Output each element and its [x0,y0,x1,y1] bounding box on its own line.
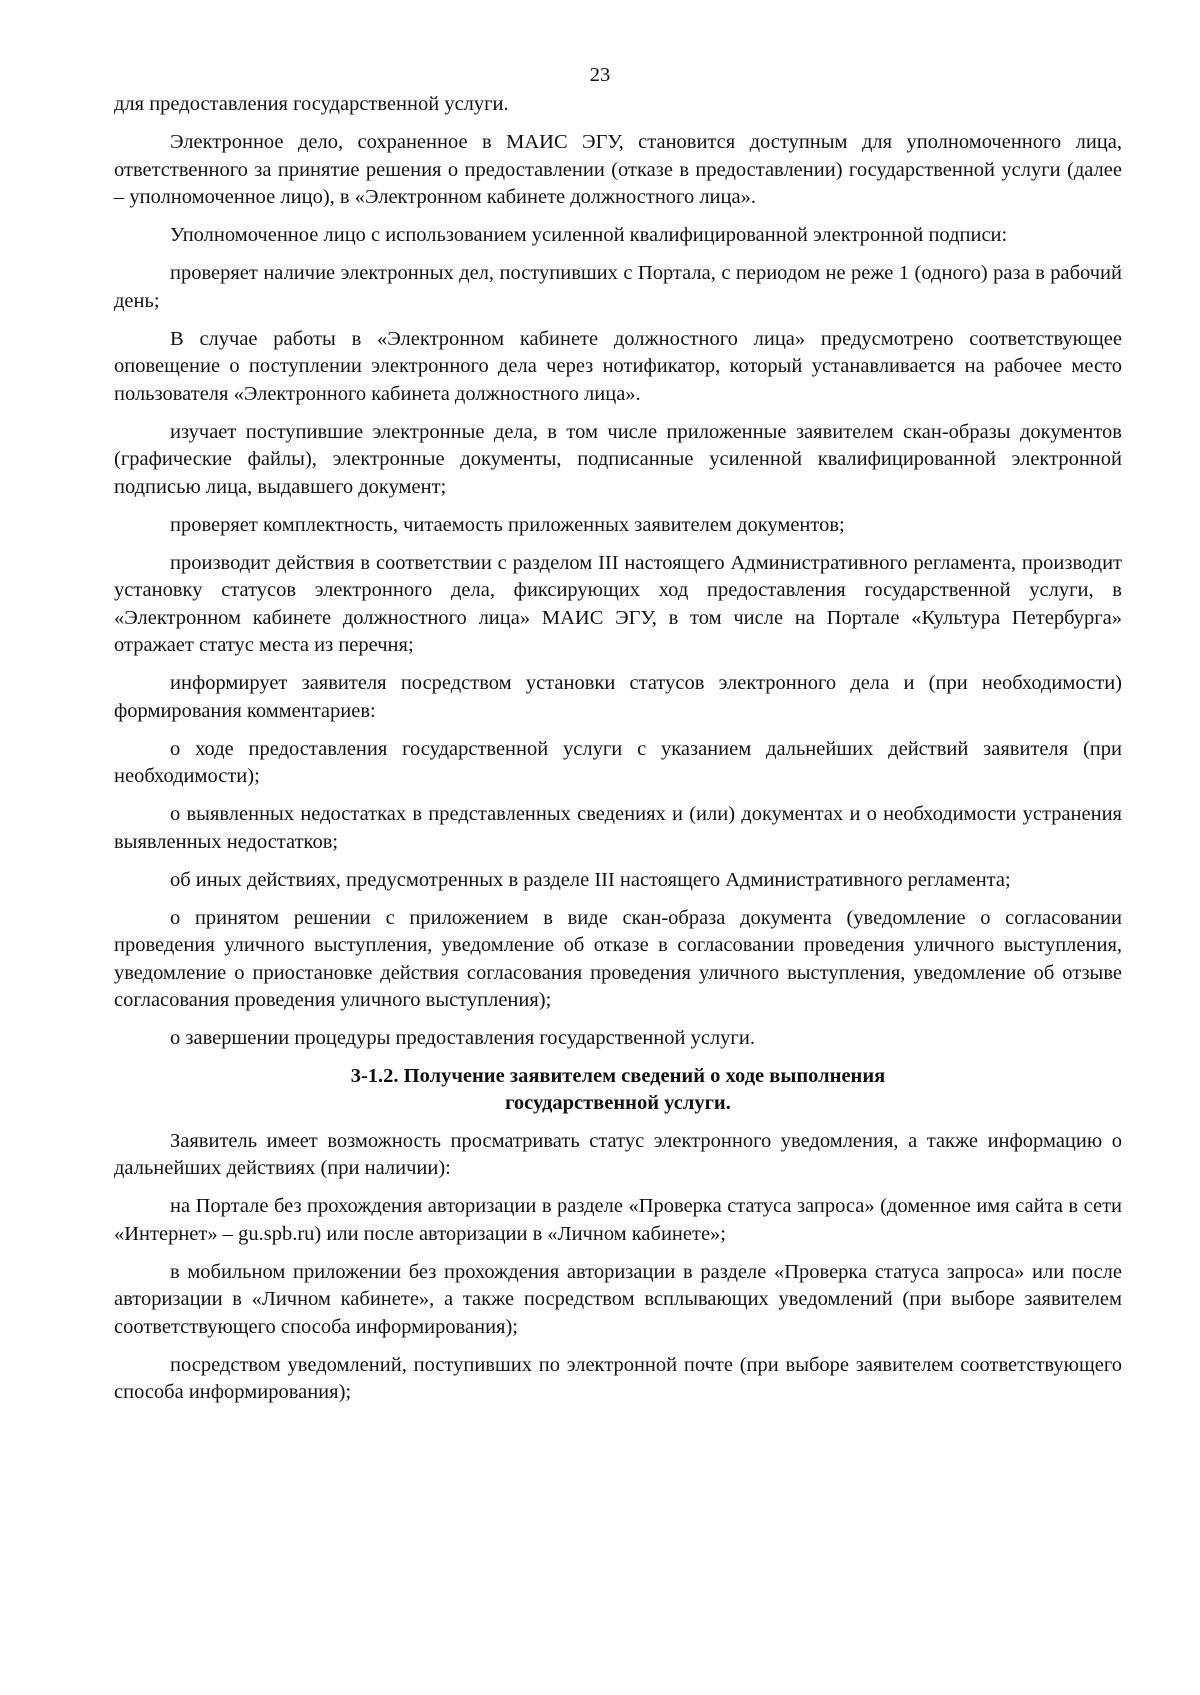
paragraph: производит действия в соответствии с разделом III настоящего Административного регламента, производит установку статусов электронного дела, фиксирующих ход предоставления государственной услуги, в «Электронном кабинете должностного лица» МАИС ЭГУ, в том числе на Портале «Культура Петербурга» отражает статус места из перечня; [114,551,1122,656]
paragraph: о завершении процедуры предоставления государственной услуги. [170,1027,755,1049]
paragraph: изучает поступившие электронные дела, в том числе приложенные заявителем скан-образы документов (графические файлы), электронные документы, подписанные усиленной квалифицированной электронной подписью лица, выдавшего документ; [114,420,1122,498]
paragraph: в мобильном приложении без прохождения авторизации в разделе «Проверка статуса запроса» или после авторизации в «Личном кабинете», а также посредством всплывающих уведомлений (при выборе заявителем соответствующего способа информирования); [114,1260,1122,1338]
paragraph: Уполномоченное лицо с использованием усиленной квалифицированной электронной подписи: [170,224,1008,246]
section-heading-line-1: 3-1.2. Получение заявителем сведений о ходе выполнения [350,1065,886,1087]
paragraph: В случае работы в «Электронном кабинете должностного лица» предусмотрено соответствующее оповещение о поступлении электронного дела через нотификатор, который устанавливается на рабочее место пользователя «Электронного кабинета должностного лица». [114,327,1122,405]
page-number: 23 [589,64,611,86]
section-heading-line-2: государственной услуги. [505,1092,731,1114]
paragraph: о ходе предоставления государственной услуги с указанием дальнейших действий заявителя (при необходимости); [114,737,1122,787]
paragraph: Заявитель имеет возможность просматривать статус электронного уведомления, а также информацию о дальнейших действиях (при наличии): [114,1129,1122,1179]
section-heading [114,1063,1122,1117]
paragraph: о выявленных недостатках в представленных сведениях и (или) документах и о необходимости устранения выявленных недостатков; [114,803,1122,853]
paragraph: о принятом решении с приложением в виде скан-образа документа (уведомление о согласовании проведения уличного выступления, уведомление об отказе в согласовании проведения уличного выступления, уведомление о приостановке действия согласования проведения уличного выступления, уведомление об отзыве согласования проведения уличного выступления); [114,906,1122,1011]
paragraph: посредством уведомлений, поступивших по электронной почте (при выборе заявителем соответствующего способа информирования); [114,1353,1122,1403]
body-text [114,91,1122,1417]
paragraph: Электронное дело, сохраненное в МАИС ЭГУ, становится доступным для уполномоченного лица, ответственного за принятие решения о предоставлении (отказе в предоставлении) государственной услуги (далее – уполномоченное лицо), в «Электронном кабинете должностного лица». [114,131,1122,208]
paragraph: об иных действиях, предусмотренных в разделе III настоящего Административного регламента; [170,868,1011,891]
paragraph: проверяет комплектность, читаемость приложенных заявителем документов; [170,513,845,536]
paragraph: проверяет наличие электронных дел, поступивших с Портала, с периодом не реже 1 (одного) раза в рабочий день; [114,262,1122,312]
paragraph-continuation: для предоставления государственной услуги. [114,93,509,115]
paragraph: на Портале без прохождения авторизации в разделе «Проверка статуса запроса» (доменное имя сайта в сети «Интернет» – gu.spb.ru) или после авторизации в «Личном кабинете»; [114,1195,1122,1245]
paragraph: информирует заявителя посредством установки статусов электронного дела и (при необходимости) формирования комментариев: [114,672,1122,722]
